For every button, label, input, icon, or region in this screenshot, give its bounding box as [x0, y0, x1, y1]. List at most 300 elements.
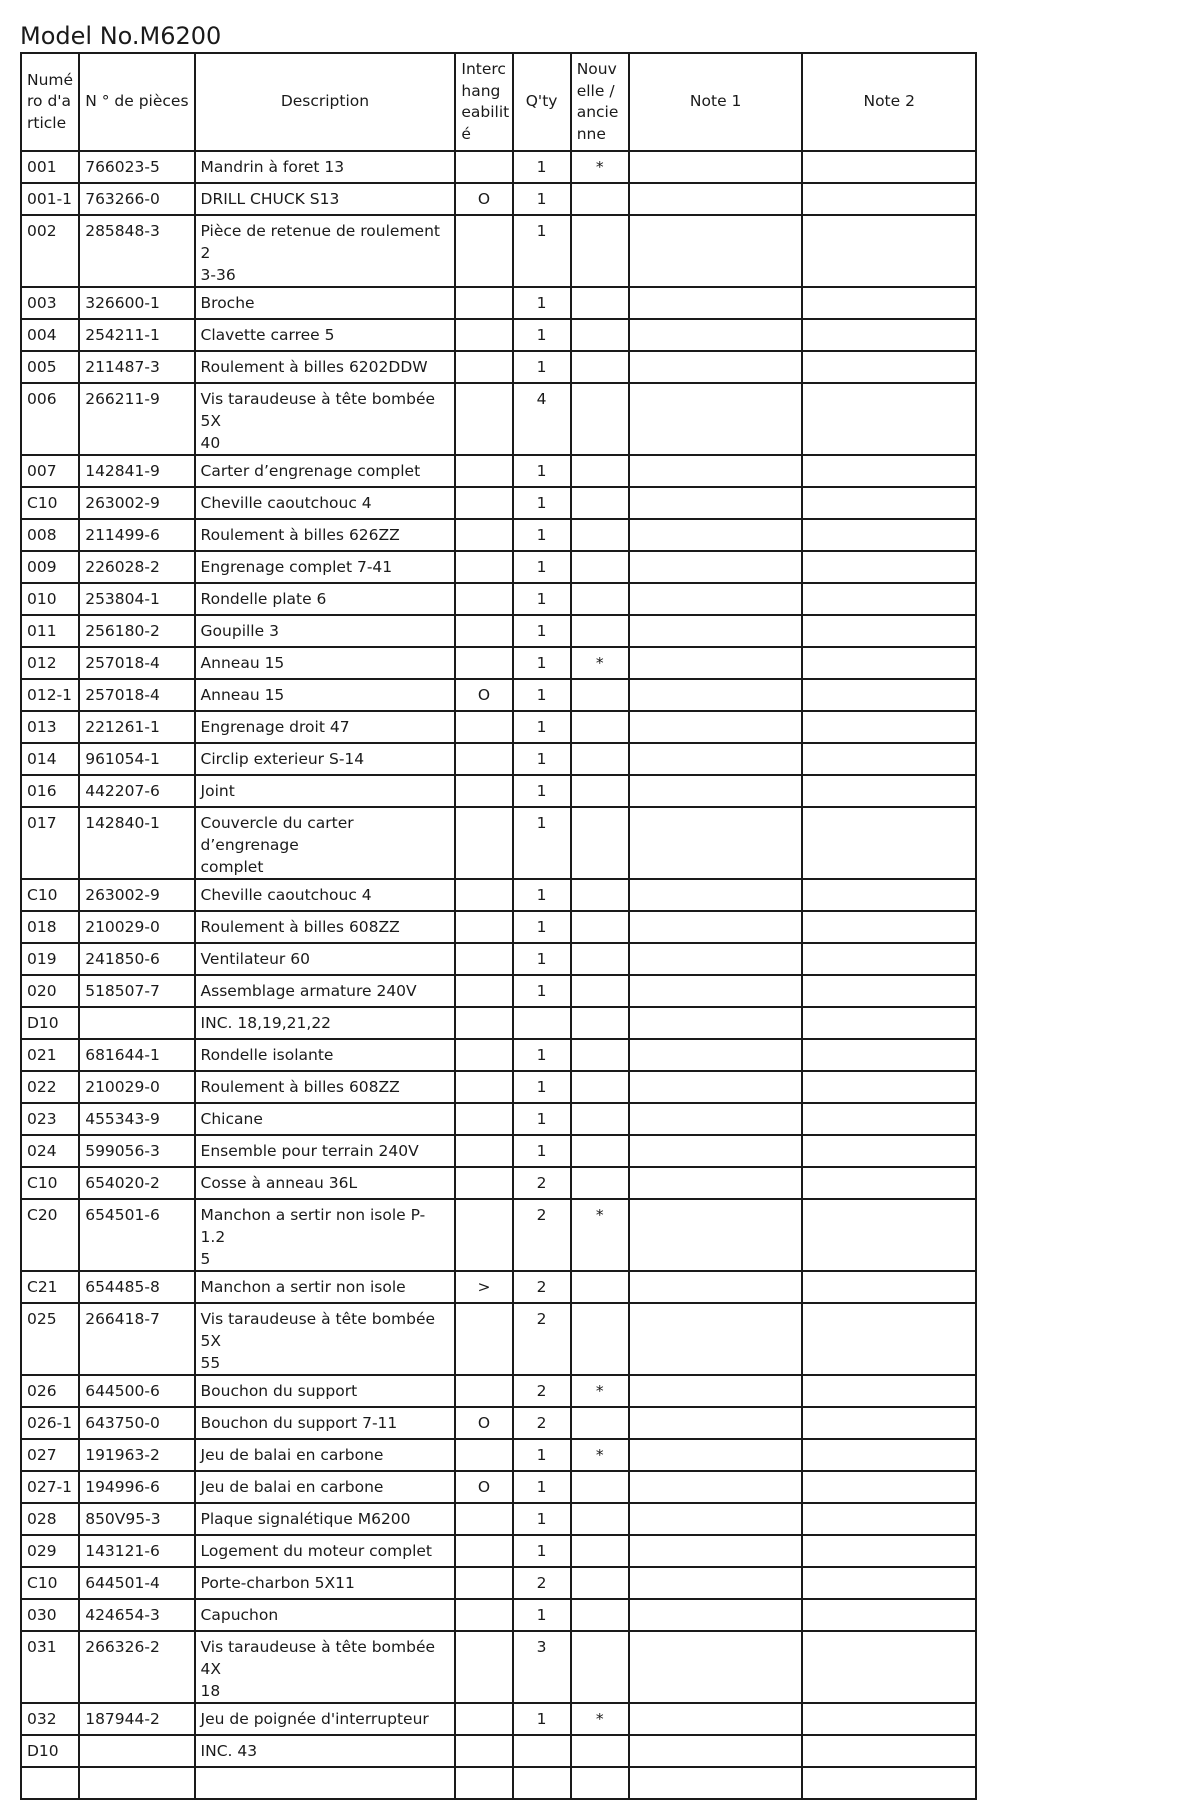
- cell-note-1: [629, 1103, 803, 1135]
- cell-note-2: [802, 1567, 976, 1599]
- cell-note-1: [629, 1007, 803, 1039]
- cell-new-old: [571, 1471, 629, 1503]
- table-row: [21, 551, 976, 583]
- cell-item-no: 026-1: [21, 1407, 79, 1439]
- cell-new-old: [571, 1767, 629, 1799]
- cell-part-no: 766023-5: [79, 151, 194, 183]
- cell-new-old: [571, 1535, 629, 1567]
- table-row: [21, 975, 976, 1007]
- cell-part-no: 455343-9: [79, 1103, 194, 1135]
- cell-part-no: 257018-4: [79, 679, 194, 711]
- table-row: [21, 743, 976, 775]
- cell-new-old: [571, 1007, 629, 1039]
- cell-note-2: [802, 615, 976, 647]
- cell-part-no: 221261-1: [79, 711, 194, 743]
- cell-item-no: 013: [21, 711, 79, 743]
- cell-part-no: 442207-6: [79, 775, 194, 807]
- cell-note-1: [629, 615, 803, 647]
- cell-description: Manchon a sertir non isole: [195, 1271, 456, 1303]
- cell-note-1: [629, 1303, 803, 1375]
- cell-new-old: *: [571, 1439, 629, 1471]
- cell-qty: 2: [513, 1167, 571, 1199]
- cell-qty: 1: [513, 1439, 571, 1471]
- cell-new-old: *: [571, 151, 629, 183]
- cell-description: Jeu de balai en carbone: [195, 1471, 456, 1503]
- cell-note-1: [629, 319, 803, 351]
- cell-qty: 1: [513, 775, 571, 807]
- cell-item-no: 020: [21, 975, 79, 1007]
- cell-interchangeability: O: [455, 183, 512, 215]
- table-row: [21, 1767, 976, 1799]
- cell-note-1: [629, 1767, 803, 1799]
- cell-interchangeability: [455, 1071, 512, 1103]
- cell-part-no: 210029-0: [79, 1071, 194, 1103]
- cell-new-old: [571, 743, 629, 775]
- cell-description: [195, 1767, 456, 1799]
- table-row: [21, 1407, 976, 1439]
- cell-note-1: [629, 1071, 803, 1103]
- cell-description: Manchon a sertir non isole P-1.2 5: [195, 1199, 456, 1271]
- cell-qty: 1: [513, 879, 571, 911]
- cell-qty: 1: [513, 151, 571, 183]
- cell-note-1: [629, 1535, 803, 1567]
- cell-note-2: [802, 1439, 976, 1471]
- table-row: [21, 1471, 976, 1503]
- cell-description: Circlip exterieur S-14: [195, 743, 456, 775]
- cell-description: Pièce de retenue de roulement 2 3-36: [195, 215, 456, 287]
- cell-interchangeability: [455, 1007, 512, 1039]
- table-row: [21, 1735, 976, 1767]
- cell-item-no: 012: [21, 647, 79, 679]
- cell-interchangeability: [455, 319, 512, 351]
- cell-note-2: [802, 1735, 976, 1767]
- cell-part-no: 654501-6: [79, 1199, 194, 1271]
- cell-note-2: [802, 1303, 976, 1375]
- cell-qty: 1: [513, 519, 571, 551]
- table-row: [21, 615, 976, 647]
- cell-new-old: *: [571, 647, 629, 679]
- cell-note-2: [802, 551, 976, 583]
- table-row: [21, 351, 976, 383]
- cell-interchangeability: O: [455, 1407, 512, 1439]
- cell-qty: 1: [513, 455, 571, 487]
- cell-new-old: [571, 1407, 629, 1439]
- cell-qty: 1: [513, 1103, 571, 1135]
- cell-description: Jeu de balai en carbone: [195, 1439, 456, 1471]
- cell-part-no: 599056-3: [79, 1135, 194, 1167]
- cell-item-no: 029: [21, 1535, 79, 1567]
- cell-part-no: 644500-6: [79, 1375, 194, 1407]
- cell-note-2: [802, 711, 976, 743]
- cell-qty: 1: [513, 743, 571, 775]
- table-row: [21, 487, 976, 519]
- table-row: [21, 711, 976, 743]
- cell-interchangeability: [455, 711, 512, 743]
- cell-description: INC. 43: [195, 1735, 456, 1767]
- cell-qty: 1: [513, 1071, 571, 1103]
- cell-note-2: [802, 1375, 976, 1407]
- cell-qty: 1: [513, 943, 571, 975]
- header-row: [21, 53, 976, 151]
- cell-interchangeability: [455, 1631, 512, 1703]
- cell-interchangeability: [455, 975, 512, 1007]
- cell-qty: 1: [513, 583, 571, 615]
- cell-note-2: [802, 151, 976, 183]
- cell-description: Roulement à billes 608ZZ: [195, 911, 456, 943]
- cell-item-no: C10: [21, 1167, 79, 1199]
- cell-note-1: [629, 1735, 803, 1767]
- cell-item-no: 019: [21, 943, 79, 975]
- table-row: [21, 383, 976, 455]
- cell-description: Broche: [195, 287, 456, 319]
- cell-new-old: [571, 975, 629, 1007]
- cell-note-2: [802, 583, 976, 615]
- cell-description: Porte-charbon 5X11: [195, 1567, 456, 1599]
- cell-description: Bouchon du support 7-11: [195, 1407, 456, 1439]
- cell-item-no: 004: [21, 319, 79, 351]
- cell-description: Bouchon du support: [195, 1375, 456, 1407]
- cell-qty: 2: [513, 1567, 571, 1599]
- cell-note-2: [802, 1631, 976, 1703]
- cell-new-old: [571, 487, 629, 519]
- cell-interchangeability: [455, 1103, 512, 1135]
- cell-note-2: [802, 383, 976, 455]
- cell-interchangeability: [455, 615, 512, 647]
- cell-item-no: 011: [21, 615, 79, 647]
- cell-note-2: [802, 1535, 976, 1567]
- cell-item-no: 032: [21, 1703, 79, 1735]
- cell-item-no: [21, 1767, 79, 1799]
- table-row: [21, 647, 976, 679]
- cell-note-1: [629, 487, 803, 519]
- cell-new-old: [571, 1071, 629, 1103]
- table-row: [21, 183, 976, 215]
- cell-item-no: 001: [21, 151, 79, 183]
- cell-part-no: 654485-8: [79, 1271, 194, 1303]
- cell-new-old: [571, 1735, 629, 1767]
- cell-note-1: [629, 1039, 803, 1071]
- cell-interchangeability: [455, 1767, 512, 1799]
- cell-part-no: 654020-2: [79, 1167, 194, 1199]
- cell-note-2: [802, 1407, 976, 1439]
- cell-description: Engrenage droit 47: [195, 711, 456, 743]
- cell-description: Cheville caoutchouc 4: [195, 879, 456, 911]
- cell-qty: 1: [513, 647, 571, 679]
- table-row: [21, 1703, 976, 1735]
- cell-item-no: C21: [21, 1271, 79, 1303]
- cell-item-no: 009: [21, 551, 79, 583]
- cell-new-old: [571, 1631, 629, 1703]
- cell-qty: 2: [513, 1199, 571, 1271]
- cell-part-no: 266326-2: [79, 1631, 194, 1703]
- cell-note-1: [629, 1599, 803, 1631]
- cell-item-no: 023: [21, 1103, 79, 1135]
- cell-item-no: D10: [21, 1007, 79, 1039]
- cell-new-old: [571, 911, 629, 943]
- cell-qty: [513, 1767, 571, 1799]
- cell-qty: 1: [513, 807, 571, 879]
- cell-note-1: [629, 351, 803, 383]
- header-new-old: Nouv elle / ancie nne: [571, 53, 629, 151]
- table-row: [21, 1199, 976, 1271]
- cell-new-old: [571, 319, 629, 351]
- cell-note-2: [802, 319, 976, 351]
- table-row: [21, 775, 976, 807]
- cell-item-no: 031: [21, 1631, 79, 1703]
- cell-interchangeability: [455, 1599, 512, 1631]
- cell-qty: 1: [513, 215, 571, 287]
- cell-note-1: [629, 1471, 803, 1503]
- cell-note-1: [629, 679, 803, 711]
- cell-note-1: [629, 1407, 803, 1439]
- cell-interchangeability: [455, 879, 512, 911]
- cell-description: Roulement à billes 6202DDW: [195, 351, 456, 383]
- cell-new-old: *: [571, 1375, 629, 1407]
- cell-qty: 3: [513, 1631, 571, 1703]
- cell-note-2: [802, 351, 976, 383]
- cell-part-no: 211487-3: [79, 351, 194, 383]
- cell-note-1: [629, 943, 803, 975]
- cell-note-1: [629, 1375, 803, 1407]
- cell-part-no: 681644-1: [79, 1039, 194, 1071]
- cell-description: Anneau 15: [195, 679, 456, 711]
- header-qty: Q'ty: [513, 53, 571, 151]
- cell-new-old: [571, 215, 629, 287]
- cell-item-no: 005: [21, 351, 79, 383]
- table-row: [21, 583, 976, 615]
- cell-note-2: [802, 1135, 976, 1167]
- cell-note-2: [802, 1471, 976, 1503]
- cell-qty: 4: [513, 383, 571, 455]
- cell-note-2: [802, 455, 976, 487]
- cell-item-no: 018: [21, 911, 79, 943]
- cell-part-no: [79, 1007, 194, 1039]
- cell-new-old: [571, 1303, 629, 1375]
- cell-item-no: 006: [21, 383, 79, 455]
- cell-item-no: 002: [21, 215, 79, 287]
- cell-item-no: 007: [21, 455, 79, 487]
- cell-qty: 1: [513, 679, 571, 711]
- cell-new-old: [571, 351, 629, 383]
- cell-qty: 1: [513, 1503, 571, 1535]
- cell-note-2: [802, 1007, 976, 1039]
- cell-new-old: [571, 679, 629, 711]
- cell-new-old: [571, 615, 629, 647]
- table-row: [21, 1535, 976, 1567]
- cell-note-1: [629, 151, 803, 183]
- cell-interchangeability: [455, 215, 512, 287]
- cell-description: Cheville caoutchouc 4: [195, 487, 456, 519]
- cell-description: Jeu de poignée d'interrupteur: [195, 1703, 456, 1735]
- cell-qty: 1: [513, 351, 571, 383]
- cell-qty: 1: [513, 615, 571, 647]
- cell-item-no: 017: [21, 807, 79, 879]
- cell-new-old: [571, 1167, 629, 1199]
- cell-note-2: [802, 1199, 976, 1271]
- cell-description: Vis taraudeuse à tête bombée 5X 55: [195, 1303, 456, 1375]
- table-row: [21, 679, 976, 711]
- header-note-2: Note 2: [802, 53, 976, 151]
- cell-item-no: 028: [21, 1503, 79, 1535]
- cell-interchangeability: [455, 775, 512, 807]
- table-row: [21, 1071, 976, 1103]
- cell-interchangeability: [455, 1039, 512, 1071]
- table-row: [21, 807, 976, 879]
- cell-note-1: [629, 383, 803, 455]
- cell-item-no: C20: [21, 1199, 79, 1271]
- cell-new-old: [571, 551, 629, 583]
- cell-note-1: [629, 711, 803, 743]
- cell-note-1: [629, 583, 803, 615]
- cell-part-no: 424654-3: [79, 1599, 194, 1631]
- cell-interchangeability: [455, 287, 512, 319]
- page-title: Model No.M6200: [20, 22, 222, 50]
- cell-item-no: 001-1: [21, 183, 79, 215]
- cell-item-no: C10: [21, 487, 79, 519]
- cell-qty: 1: [513, 551, 571, 583]
- cell-qty: 1: [513, 1135, 571, 1167]
- cell-note-2: [802, 215, 976, 287]
- cell-part-no: 187944-2: [79, 1703, 194, 1735]
- cell-description: INC. 18,19,21,22: [195, 1007, 456, 1039]
- cell-item-no: 008: [21, 519, 79, 551]
- cell-description: Cosse à anneau 36L: [195, 1167, 456, 1199]
- cell-qty: 1: [513, 1471, 571, 1503]
- cell-part-no: 143121-6: [79, 1535, 194, 1567]
- cell-note-2: [802, 879, 976, 911]
- cell-interchangeability: [455, 151, 512, 183]
- table-row: [21, 1375, 976, 1407]
- cell-note-2: [802, 1271, 976, 1303]
- cell-interchangeability: [455, 1135, 512, 1167]
- cell-qty: 2: [513, 1271, 571, 1303]
- cell-note-2: [802, 1167, 976, 1199]
- cell-description: Ensemble pour terrain 240V: [195, 1135, 456, 1167]
- cell-part-no: 226028-2: [79, 551, 194, 583]
- cell-new-old: [571, 775, 629, 807]
- cell-item-no: 027: [21, 1439, 79, 1471]
- table-row: [21, 319, 976, 351]
- cell-new-old: [571, 287, 629, 319]
- table-row: [21, 1007, 976, 1039]
- cell-interchangeability: [455, 487, 512, 519]
- cell-interchangeability: O: [455, 679, 512, 711]
- cell-description: Joint: [195, 775, 456, 807]
- header-part-no: N ° de pièces: [79, 53, 194, 151]
- table-row: [21, 1135, 976, 1167]
- cell-description: Logement du moteur complet: [195, 1535, 456, 1567]
- table-row: [21, 1631, 976, 1703]
- cell-new-old: [571, 383, 629, 455]
- cell-note-1: [629, 519, 803, 551]
- cell-new-old: [571, 1039, 629, 1071]
- cell-description: Couvercle du carter d’engrenage complet: [195, 807, 456, 879]
- table-row: [21, 1167, 976, 1199]
- header-item-no: Numé ro d'a rticle: [21, 53, 79, 151]
- table-row: [21, 911, 976, 943]
- cell-note-1: [629, 911, 803, 943]
- cell-item-no: 010: [21, 583, 79, 615]
- cell-new-old: [571, 583, 629, 615]
- cell-new-old: [571, 1135, 629, 1167]
- table-row: [21, 879, 976, 911]
- cell-description: Vis taraudeuse à tête bombée 4X 18: [195, 1631, 456, 1703]
- cell-part-no: 210029-0: [79, 911, 194, 943]
- cell-interchangeability: [455, 1167, 512, 1199]
- cell-new-old: [571, 1103, 629, 1135]
- cell-note-2: [802, 743, 976, 775]
- cell-description: Engrenage complet 7-41: [195, 551, 456, 583]
- cell-qty: 1: [513, 711, 571, 743]
- cell-part-no: 644501-4: [79, 1567, 194, 1599]
- cell-part-no: 142840-1: [79, 807, 194, 879]
- cell-note-2: [802, 1503, 976, 1535]
- cell-qty: 2: [513, 1407, 571, 1439]
- cell-description: DRILL CHUCK S13: [195, 183, 456, 215]
- cell-part-no: 254211-1: [79, 319, 194, 351]
- cell-interchangeability: O: [455, 1471, 512, 1503]
- table-row: [21, 1303, 976, 1375]
- cell-interchangeability: [455, 351, 512, 383]
- cell-note-2: [802, 1703, 976, 1735]
- cell-note-2: [802, 1599, 976, 1631]
- cell-qty: 2: [513, 1303, 571, 1375]
- cell-part-no: [79, 1735, 194, 1767]
- cell-part-no: 285848-3: [79, 215, 194, 287]
- cell-part-no: 763266-0: [79, 183, 194, 215]
- cell-interchangeability: [455, 807, 512, 879]
- cell-qty: 2: [513, 1375, 571, 1407]
- cell-new-old: [571, 1271, 629, 1303]
- cell-interchangeability: >: [455, 1271, 512, 1303]
- cell-item-no: 024: [21, 1135, 79, 1167]
- cell-note-2: [802, 911, 976, 943]
- cell-note-2: [802, 487, 976, 519]
- cell-description: Capuchon: [195, 1599, 456, 1631]
- cell-note-1: [629, 287, 803, 319]
- cell-part-no: [79, 1767, 194, 1799]
- table-row: [21, 1103, 976, 1135]
- cell-interchangeability: [455, 383, 512, 455]
- cell-interchangeability: [455, 551, 512, 583]
- table-row: [21, 1599, 976, 1631]
- cell-qty: [513, 1007, 571, 1039]
- table-row: [21, 519, 976, 551]
- cell-interchangeability: [455, 911, 512, 943]
- table-row: [21, 1039, 976, 1071]
- header-description: Description: [195, 53, 456, 151]
- cell-interchangeability: [455, 519, 512, 551]
- cell-note-1: [629, 1503, 803, 1535]
- table-row: [21, 455, 976, 487]
- cell-description: Chicane: [195, 1103, 456, 1135]
- cell-note-1: [629, 879, 803, 911]
- cell-description: Clavette carree 5: [195, 319, 456, 351]
- cell-interchangeability: [455, 647, 512, 679]
- cell-description: Vis taraudeuse à tête bombée 5X 40: [195, 383, 456, 455]
- cell-interchangeability: [455, 943, 512, 975]
- cell-part-no: 263002-9: [79, 487, 194, 519]
- cell-description: Rondelle plate 6: [195, 583, 456, 615]
- cell-note-2: [802, 1767, 976, 1799]
- cell-description: Assemblage armature 240V: [195, 975, 456, 1007]
- cell-note-1: [629, 807, 803, 879]
- cell-part-no: 257018-4: [79, 647, 194, 679]
- cell-item-no: 030: [21, 1599, 79, 1631]
- cell-note-1: [629, 647, 803, 679]
- cell-note-1: [629, 1631, 803, 1703]
- cell-qty: 1: [513, 975, 571, 1007]
